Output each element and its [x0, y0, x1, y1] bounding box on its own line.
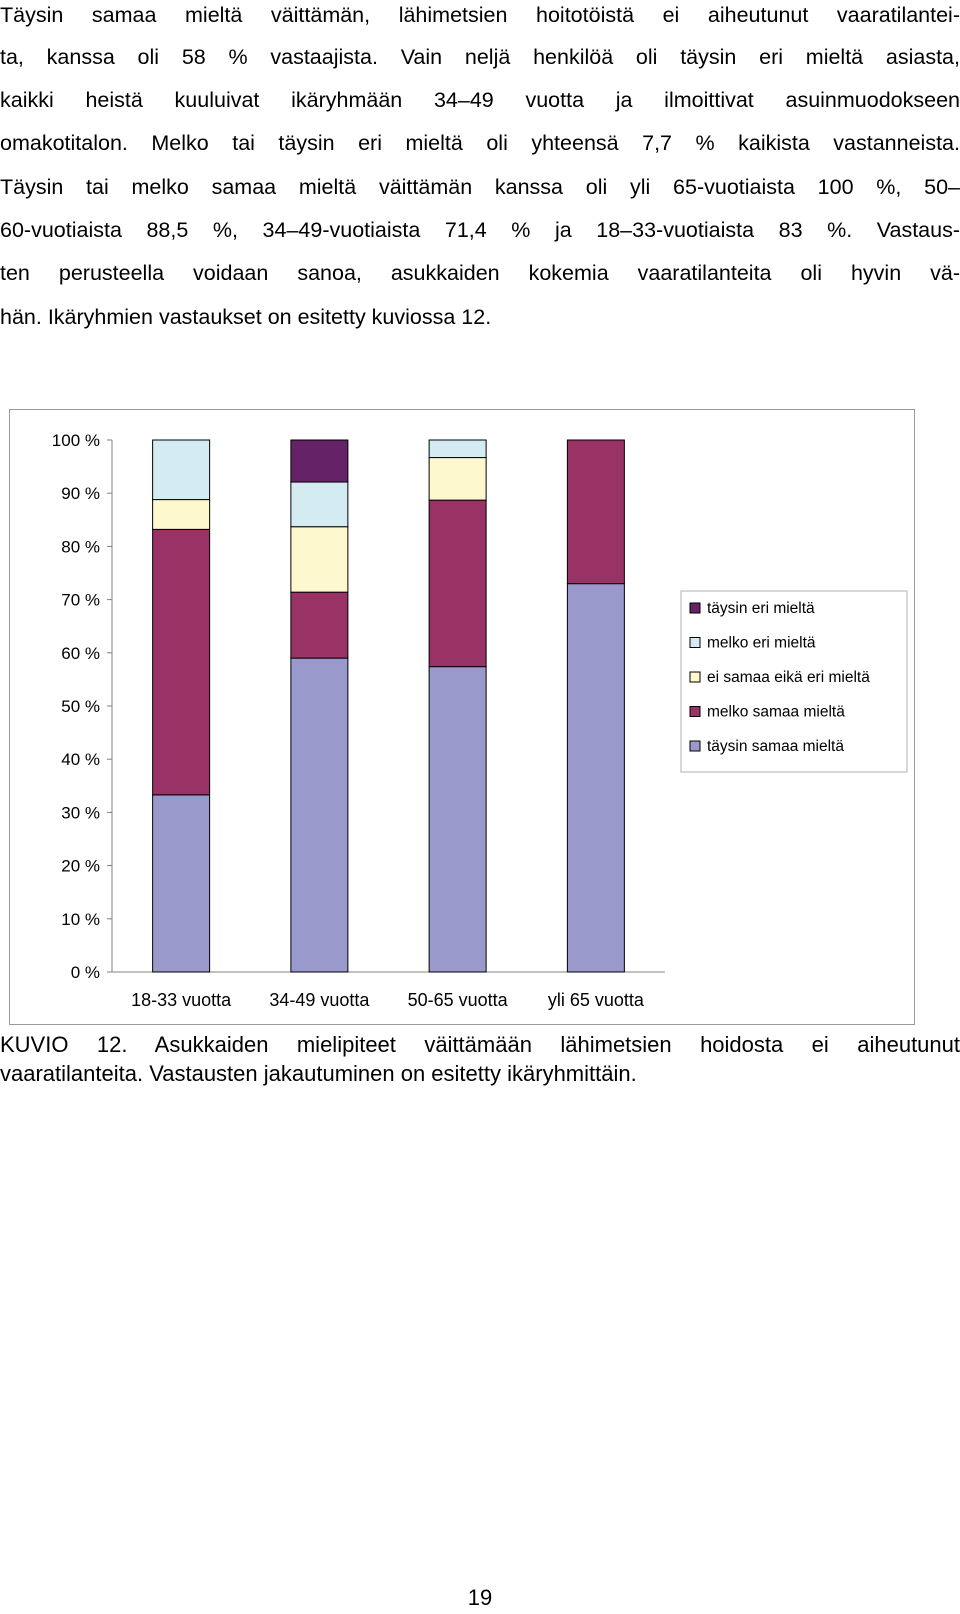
- y-tick-label: 50 %: [61, 697, 100, 716]
- bar-segment: [291, 440, 348, 482]
- bar-segment: [429, 500, 486, 667]
- bar-segment: [291, 658, 348, 972]
- y-tick-label: 20 %: [61, 856, 100, 876]
- bar-segment: [567, 584, 624, 972]
- body-line: Täysin tai melko samaa mieltä väittämän kanssa oli yli 65-vuotiaista 100 %, 50–: [0, 175, 960, 199]
- body-line: Täysin samaa mieltä väittämän, lähimetsien hoitotöistä ei aiheutunut vaaratilantei-: [0, 3, 960, 27]
- chart-bars: [153, 440, 625, 972]
- legend-swatch: [690, 672, 700, 682]
- bar-segment: [153, 500, 210, 530]
- legend-label: melko samaa mieltä: [707, 703, 845, 721]
- x-category-labels: [131, 990, 645, 1010]
- x-category-label: 34-49 vuotta: [269, 990, 370, 1010]
- bar-segment: [429, 458, 486, 501]
- x-category-label: 50-65 vuotta: [407, 990, 508, 1010]
- x-category-label: 18-33 vuotta: [131, 990, 232, 1010]
- x-category-label: yli 65 vuotta: [547, 990, 644, 1010]
- y-tick-label: 60 %: [61, 643, 100, 663]
- legend-swatch: [690, 638, 700, 648]
- y-tick-label: 90 %: [61, 484, 100, 504]
- body-line: hän. Ikäryhmien vastaukset on esitetty kuviossa 12.: [0, 305, 492, 329]
- legend-label: täysin eri mieltä: [707, 600, 815, 617]
- bar-segment: [153, 795, 210, 972]
- bar-segment: [153, 440, 210, 500]
- y-tick-label: 10 %: [61, 909, 100, 929]
- bar-segment: [291, 592, 348, 658]
- y-tick-label: 70 %: [61, 590, 100, 610]
- legend-label: melko eri mieltä: [707, 634, 816, 652]
- bar-segment: [291, 527, 348, 592]
- body-line: 60-vuotiaista 88,5 %, 34–49-vuotiaista 71,4 % ja 18–33-vuotiaista 83 %. Vastaus-: [0, 218, 960, 242]
- figure-caption-line-1: KUVIO 12. Asukkaiden mielipiteet väittämään lähimetsien hoidosta ei aiheutunut: [0, 1032, 960, 1057]
- page-number: 19: [467, 1585, 493, 1610]
- y-tick-labels: [52, 431, 100, 982]
- bar-segment: [429, 667, 486, 972]
- figure-caption-line-2: vaaratilanteita. Vastausten jakautuminen on esitetty ikäryhmittäin.: [0, 1061, 637, 1086]
- y-tick-label: 80 %: [61, 537, 100, 557]
- legend-swatch: [690, 603, 700, 613]
- y-tick-label: 100 %: [51, 431, 100, 450]
- body-line: ta, kanssa oli 58 % vastaajista. Vain neljä henkilöä oli täysin eri mieltä asiasta,: [0, 45, 960, 69]
- body-line: kaikki heistä kuuluivat ikäryhmään 34–49 vuotta ja ilmoittivat asuinmuodokseen: [0, 88, 960, 112]
- legend-swatch: [690, 707, 700, 717]
- body-line: omakotitalon. Melko tai täysin eri mieltä oli yhteensä 7,7 % kaikista vastanneista.: [0, 131, 960, 155]
- y-tick-label: 40 %: [61, 750, 100, 770]
- bar-segment: [429, 440, 486, 458]
- bar-segment: [153, 529, 210, 794]
- y-tick-label: 30 %: [61, 803, 100, 823]
- legend-label: täysin samaa mieltä: [707, 738, 844, 755]
- y-tick-label: 0 %: [70, 963, 100, 982]
- legend-label: ei samaa eikä eri mieltä: [707, 669, 870, 686]
- body-line: ten perusteella voidaan sanoa, asukkaiden kokemia vaaratilanteita oli hyvin vä-: [0, 261, 960, 285]
- bar-segment: [291, 482, 348, 527]
- chart-legend: [681, 591, 907, 772]
- bar-segment: [567, 440, 624, 584]
- legend-swatch: [690, 741, 700, 751]
